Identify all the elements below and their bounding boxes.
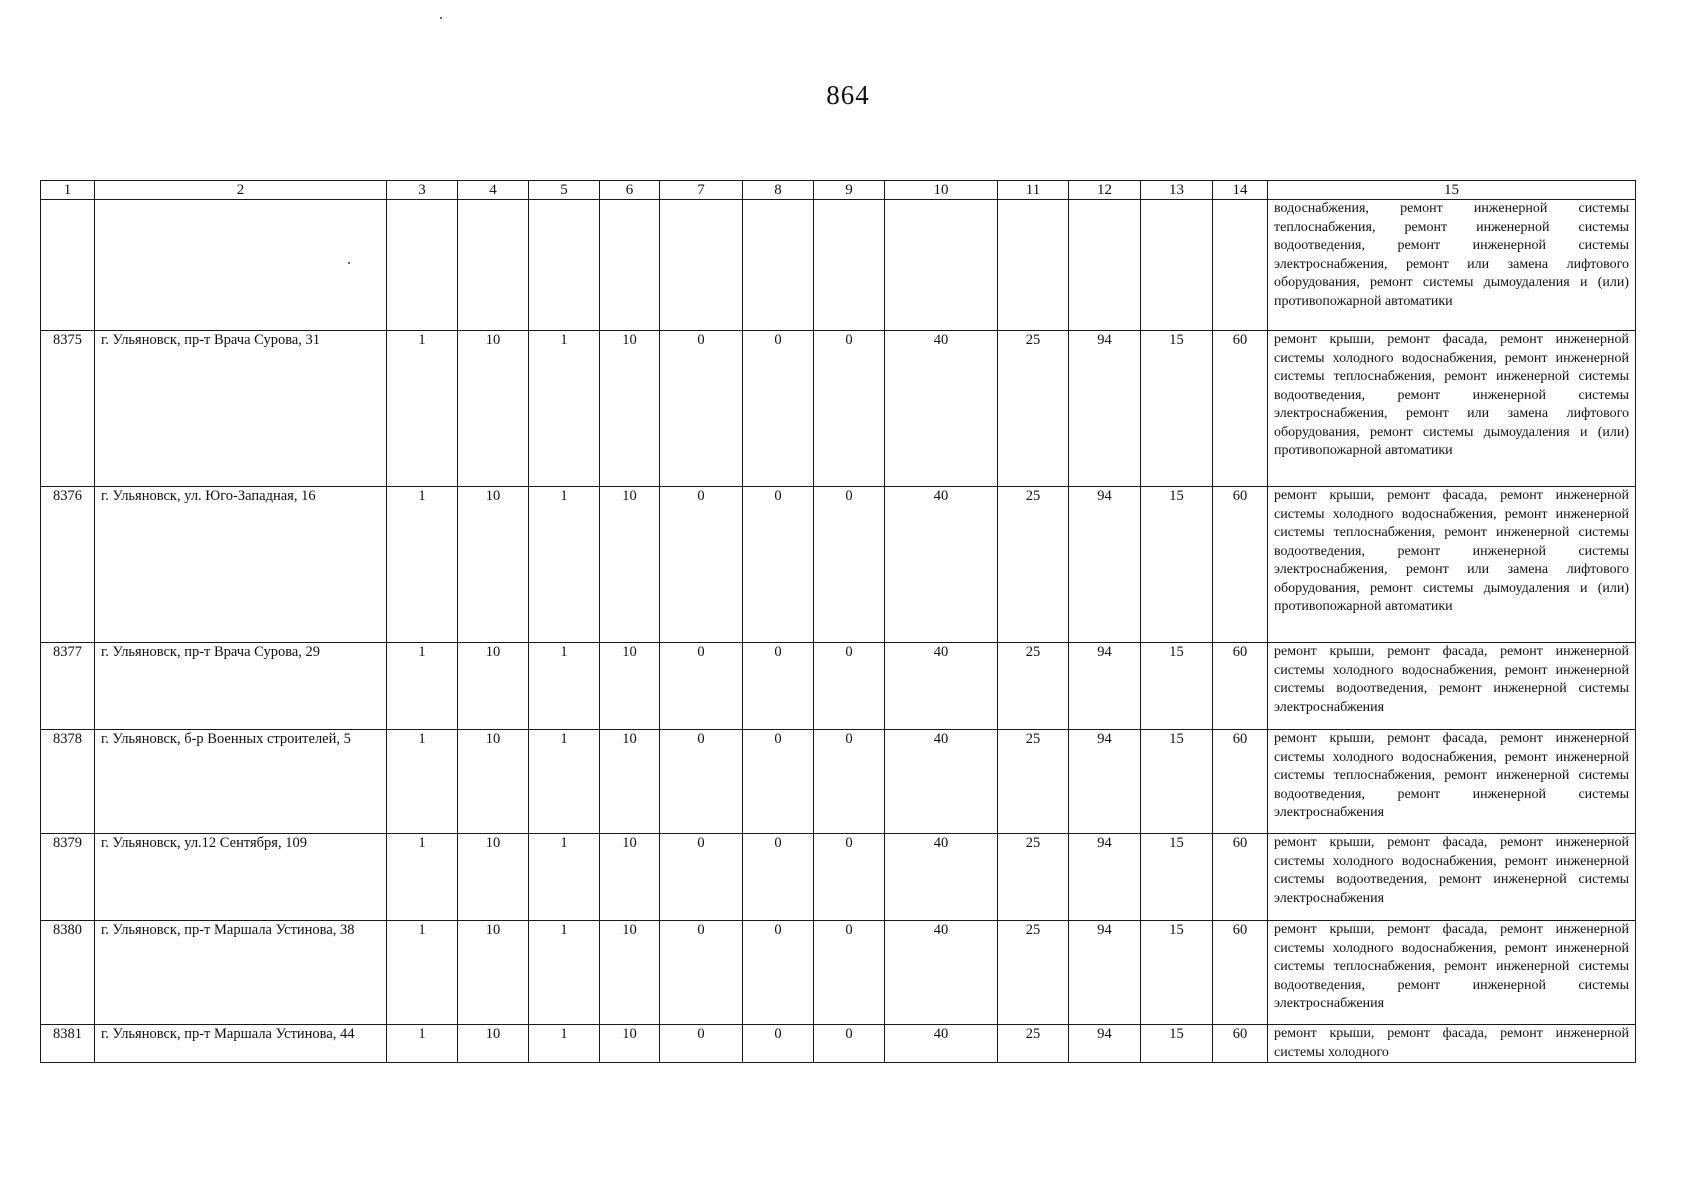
value-cell-col-14: 60 <box>1213 730 1268 834</box>
value-cell-col-13: 15 <box>1141 643 1213 730</box>
value-cell-col-7: 0 <box>660 331 743 487</box>
value-cell-col-12: 94 <box>1069 643 1141 730</box>
column-header-5: 5 <box>529 181 600 200</box>
value-cell <box>998 200 1069 331</box>
value-cell-col-12: 94 <box>1069 1025 1141 1063</box>
work-types-cell: ремонт крыши, ремонт фасада, ремонт инженерной системы холодного водоснабжения, ремонт инженерной системы теплоснабжения, ремонт инженерной системы водоотведения, ремонт инженерной системы электроснабжения <box>1268 730 1636 834</box>
address-cell: г. Ульяновск, б-р Военных строителей, 5 <box>95 730 387 834</box>
value-cell-col-10: 40 <box>885 1025 998 1063</box>
work-types-cell: водоснабжения, ремонт инженерной системы теплоснабжения, ремонт инженерной системы водоотведения, ремонт инженерной системы электроснабжения, ремонт или замена лифтового оборудования, ремонт системы дымоудаления и (или) противопожарной автоматики <box>1268 200 1636 331</box>
value-cell-col-3: 1 <box>387 921 458 1025</box>
value-cell-col-11: 25 <box>998 730 1069 834</box>
value-cell-col-9: 0 <box>814 1025 885 1063</box>
column-header-10: 10 <box>885 181 998 200</box>
value-cell-col-12: 94 <box>1069 921 1141 1025</box>
value-cell <box>814 200 885 331</box>
value-cell-col-13: 15 <box>1141 331 1213 487</box>
value-cell-col-11: 25 <box>998 331 1069 487</box>
value-cell-col-6: 10 <box>600 1025 660 1063</box>
value-cell-col-12: 94 <box>1069 331 1141 487</box>
value-cell-col-3: 1 <box>387 643 458 730</box>
value-cell-col-7: 0 <box>660 487 743 643</box>
column-header-11: 11 <box>998 181 1069 200</box>
value-cell-col-6: 10 <box>600 487 660 643</box>
value-cell-col-12: 94 <box>1069 487 1141 643</box>
value-cell-col-7: 0 <box>660 643 743 730</box>
value-cell-col-6: 10 <box>600 331 660 487</box>
value-cell <box>1069 200 1141 331</box>
row-number-cell: 8375 <box>41 331 95 487</box>
value-cell-col-8: 0 <box>743 487 814 643</box>
value-cell-col-11: 25 <box>998 834 1069 921</box>
value-cell-col-11: 25 <box>998 921 1069 1025</box>
value-cell-col-6: 10 <box>600 643 660 730</box>
value-cell-col-10: 40 <box>885 487 998 643</box>
value-cell-col-5: 1 <box>529 331 600 487</box>
value-cell-col-9: 0 <box>814 643 885 730</box>
value-cell-col-14: 60 <box>1213 834 1268 921</box>
value-cell <box>529 200 600 331</box>
row-number-cell: 8378 <box>41 730 95 834</box>
row-number-cell: 8376 <box>41 487 95 643</box>
table-body <box>41 200 1636 1063</box>
value-cell-col-9: 0 <box>814 834 885 921</box>
value-cell-col-8: 0 <box>743 331 814 487</box>
value-cell-col-5: 1 <box>529 643 600 730</box>
value-cell-col-14: 60 <box>1213 921 1268 1025</box>
address-cell: г. Ульяновск, ул. Юго-Западная, 16 <box>95 487 387 643</box>
value-cell-col-8: 0 <box>743 730 814 834</box>
value-cell <box>1141 200 1213 331</box>
value-cell-col-4: 10 <box>458 487 529 643</box>
table-row <box>41 834 1636 921</box>
value-cell-col-9: 0 <box>814 331 885 487</box>
row-number-cell: 8381 <box>41 1025 95 1063</box>
value-cell-col-10: 40 <box>885 331 998 487</box>
value-cell-col-8: 0 <box>743 643 814 730</box>
value-cell-col-13: 15 <box>1141 730 1213 834</box>
column-header-4: 4 <box>458 181 529 200</box>
value-cell-col-5: 1 <box>529 1025 600 1063</box>
value-cell-col-7: 0 <box>660 921 743 1025</box>
value-cell-col-14: 60 <box>1213 487 1268 643</box>
column-header-3: 3 <box>387 181 458 200</box>
value-cell-col-5: 1 <box>529 730 600 834</box>
column-header-13: 13 <box>1141 181 1213 200</box>
value-cell-col-5: 1 <box>529 834 600 921</box>
row-number-cell: 8377 <box>41 643 95 730</box>
row-number-cell <box>41 200 95 331</box>
value-cell-col-8: 0 <box>743 921 814 1025</box>
address-cell <box>95 200 387 331</box>
value-cell-col-8: 0 <box>743 834 814 921</box>
address-cell: г. Ульяновск, пр-т Врача Сурова, 31 <box>95 331 387 487</box>
value-cell-col-4: 10 <box>458 921 529 1025</box>
value-cell <box>600 200 660 331</box>
work-types-cell: ремонт крыши, ремонт фасада, ремонт инженерной системы холодного водоснабжения, ремонт инженерной системы водоотведения, ремонт инженерной системы электроснабжения <box>1268 834 1636 921</box>
value-cell <box>660 200 743 331</box>
value-cell-col-9: 0 <box>814 487 885 643</box>
scan-speck <box>440 17 442 19</box>
value-cell-col-5: 1 <box>529 921 600 1025</box>
row-number-cell: 8379 <box>41 834 95 921</box>
value-cell-col-6: 10 <box>600 834 660 921</box>
value-cell-col-13: 15 <box>1141 921 1213 1025</box>
column-header-15: 15 <box>1268 181 1636 200</box>
value-cell-col-14: 60 <box>1213 331 1268 487</box>
value-cell-col-14: 60 <box>1213 1025 1268 1063</box>
value-cell-col-3: 1 <box>387 1025 458 1063</box>
value-cell <box>458 200 529 331</box>
work-types-cell: ремонт крыши, ремонт фасада, ремонт инженерной системы холодного водоснабжения, ремонт инженерной системы теплоснабжения, ремонт инженерной системы водоотведения, ремонт инженерной системы электроснабжения, ремонт или замена лифтового оборудования, ремонт системы дымоудаления и (или) противопожарной автоматики <box>1268 331 1636 487</box>
work-types-cell: ремонт крыши, ремонт фасада, ремонт инженерной системы холодного <box>1268 1025 1636 1063</box>
value-cell-col-3: 1 <box>387 487 458 643</box>
value-cell-col-8: 0 <box>743 1025 814 1063</box>
value-cell-col-4: 10 <box>458 834 529 921</box>
value-cell <box>885 200 998 331</box>
column-header-6: 6 <box>600 181 660 200</box>
value-cell-col-7: 0 <box>660 1025 743 1063</box>
value-cell-col-13: 15 <box>1141 834 1213 921</box>
column-number-header-row <box>41 181 1636 200</box>
column-header-7: 7 <box>660 181 743 200</box>
address-cell: г. Ульяновск, пр-т Маршала Устинова, 38 <box>95 921 387 1025</box>
value-cell-col-13: 15 <box>1141 487 1213 643</box>
value-cell-col-3: 1 <box>387 331 458 487</box>
column-header-12: 12 <box>1069 181 1141 200</box>
value-cell-col-12: 94 <box>1069 730 1141 834</box>
address-cell: г. Ульяновск, пр-т Маршала Устинова, 44 <box>95 1025 387 1063</box>
value-cell-col-3: 1 <box>387 834 458 921</box>
value-cell-col-14: 60 <box>1213 643 1268 730</box>
work-types-cell: ремонт крыши, ремонт фасада, ремонт инженерной системы холодного водоснабжения, ремонт инженерной системы водоотведения, ремонт инженерной системы электроснабжения <box>1268 643 1636 730</box>
continued-row <box>41 200 1636 331</box>
row-number-cell: 8380 <box>41 921 95 1025</box>
value-cell <box>1213 200 1268 331</box>
table-row <box>41 921 1636 1025</box>
table-row <box>41 643 1636 730</box>
column-header-1: 1 <box>41 181 95 200</box>
value-cell-col-5: 1 <box>529 487 600 643</box>
value-cell-col-9: 0 <box>814 921 885 1025</box>
column-header-2: 2 <box>95 181 387 200</box>
column-header-8: 8 <box>743 181 814 200</box>
value-cell-col-13: 15 <box>1141 1025 1213 1063</box>
column-header-14: 14 <box>1213 181 1268 200</box>
value-cell-col-3: 1 <box>387 730 458 834</box>
value-cell-col-4: 10 <box>458 730 529 834</box>
table-row <box>41 331 1636 487</box>
page-number: 864 <box>826 80 870 110</box>
address-cell: г. Ульяновск, ул.12 Сентября, 109 <box>95 834 387 921</box>
value-cell-col-9: 0 <box>814 730 885 834</box>
value-cell-col-6: 10 <box>600 730 660 834</box>
value-cell-col-10: 40 <box>885 834 998 921</box>
value-cell-col-7: 0 <box>660 834 743 921</box>
value-cell-col-11: 25 <box>998 487 1069 643</box>
value-cell-col-6: 10 <box>600 921 660 1025</box>
value-cell-col-7: 0 <box>660 730 743 834</box>
value-cell-col-4: 10 <box>458 1025 529 1063</box>
value-cell-col-11: 25 <box>998 1025 1069 1063</box>
value-cell-col-11: 25 <box>998 643 1069 730</box>
column-header-9: 9 <box>814 181 885 200</box>
work-types-cell: ремонт крыши, ремонт фасада, ремонт инженерной системы холодного водоснабжения, ремонт инженерной системы теплоснабжения, ремонт инженерной системы водоотведения, ремонт инженерной системы электроснабжения, ремонт или замена лифтового оборудования, ремонт системы дымоудаления и (или) противопожарной автоматики <box>1268 487 1636 643</box>
value-cell-col-10: 40 <box>885 921 998 1025</box>
table-row <box>41 730 1636 834</box>
value-cell <box>387 200 458 331</box>
value-cell-col-10: 40 <box>885 730 998 834</box>
value-cell-col-12: 94 <box>1069 834 1141 921</box>
value-cell-col-4: 10 <box>458 331 529 487</box>
repair-program-table <box>40 180 1636 1063</box>
work-types-cell: ремонт крыши, ремонт фасада, ремонт инженерной системы холодного водоснабжения, ремонт инженерной системы теплоснабжения, ремонт инженерной системы водоотведения, ремонт инженерной системы электроснабжения <box>1268 921 1636 1025</box>
value-cell-col-4: 10 <box>458 643 529 730</box>
value-cell-col-10: 40 <box>885 643 998 730</box>
value-cell <box>743 200 814 331</box>
table-row <box>41 487 1636 643</box>
address-cell: г. Ульяновск, пр-т Врача Сурова, 29 <box>95 643 387 730</box>
table-row <box>41 1025 1636 1063</box>
